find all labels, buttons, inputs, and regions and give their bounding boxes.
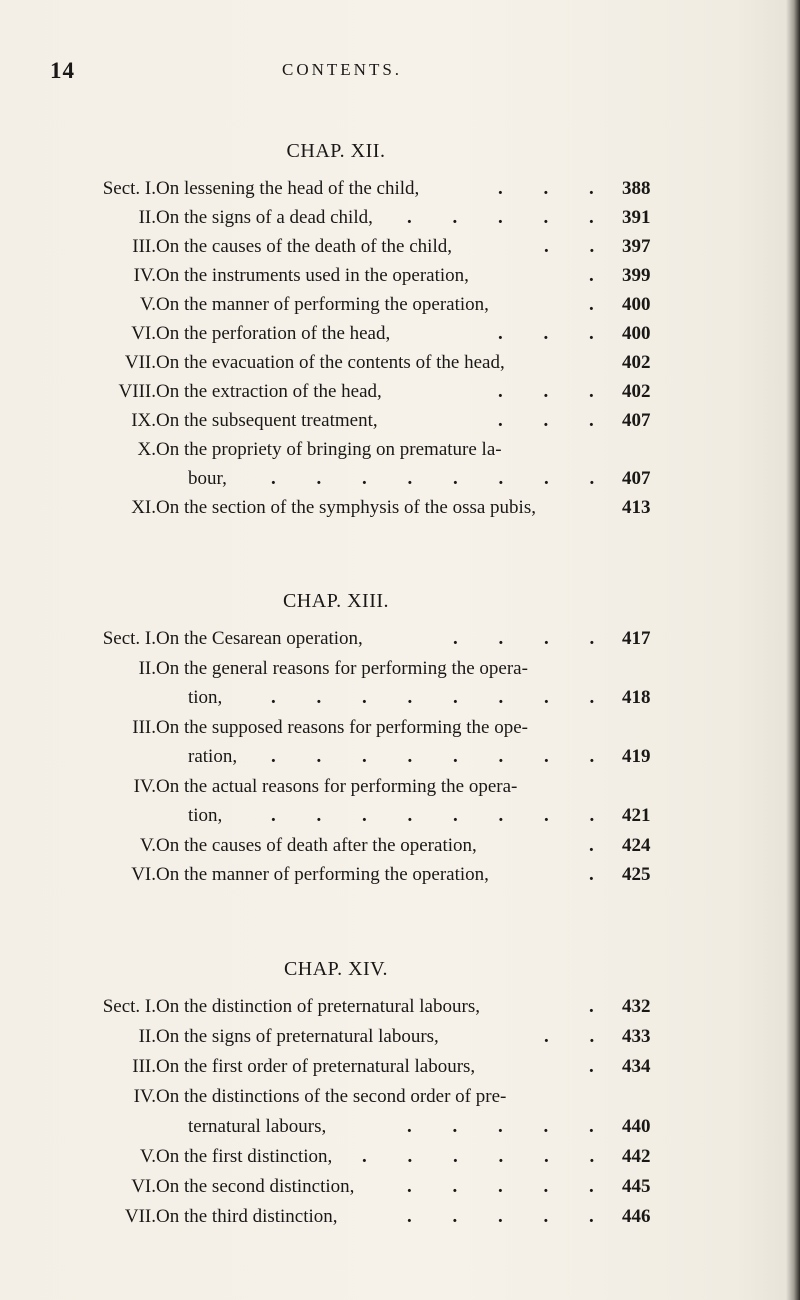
dot-leaders: . . . . . . (362, 1146, 613, 1167)
dot-leaders: . (589, 834, 612, 856)
running-title: CONTENTS. (282, 60, 403, 79)
entry-title: tion, (188, 805, 223, 826)
dot-leaders: . . . (498, 381, 612, 402)
page-header (50, 58, 610, 88)
entry-title: On the perforation of the head, (156, 323, 391, 344)
page-edge-shadow (786, 0, 800, 1300)
entry-title: On the supposed reasons for performing the ope- (156, 716, 528, 738)
entry-title: On the causes of the death of the child, (156, 236, 452, 257)
toc-entry (56, 350, 676, 376)
dot-leaders: . (589, 1056, 612, 1077)
toc-entry (56, 1204, 676, 1230)
section-number: VI. (131, 1176, 156, 1197)
toc-entry (56, 379, 676, 405)
page-reference: 432 (622, 996, 651, 1017)
entry-title: tion, (188, 687, 223, 708)
section-number: Sect. I. (102, 628, 156, 649)
page-reference: 417 (622, 628, 651, 649)
toc-entry (56, 263, 676, 289)
toc-entry (56, 1174, 676, 1200)
section-number: III. (132, 1056, 156, 1077)
dot-leaders: . (589, 996, 612, 1017)
entry-title: On the subsequent treatment, (156, 410, 378, 431)
section-number: VII. (124, 1206, 156, 1227)
page-reference: 400 (622, 294, 651, 315)
entry-title: On the Cesarean operation, (156, 628, 363, 649)
page-reference: 445 (622, 1176, 651, 1197)
page-reference: 419 (622, 746, 651, 767)
page-reference: 442 (622, 1146, 651, 1167)
section-number: Sect. I. (102, 996, 156, 1017)
entry-title: ration, (188, 746, 238, 767)
chapter-title: CHAP. XIII. (282, 590, 390, 612)
entry-title: On the section of the symphysis of the ossa pubis, (156, 497, 536, 518)
dot-leaders: . . . . . . . . (271, 468, 613, 489)
page-reference: 433 (622, 1026, 651, 1047)
toc-entry (56, 803, 676, 829)
page-reference: 391 (622, 207, 651, 228)
page-reference: 446 (622, 1206, 651, 1227)
toc-entry (56, 1024, 676, 1050)
section-number: X. (137, 439, 156, 460)
page-reference: 388 (622, 178, 651, 199)
section-number: III. (132, 236, 156, 257)
entry-title: On the propriety of bringing on premature la- (156, 439, 502, 460)
section-number: III. (132, 716, 156, 738)
dot-leaders: . (589, 864, 612, 885)
section-number: VI. (131, 323, 156, 344)
page-reference: 425 (622, 864, 651, 885)
page-reference: 397 (622, 236, 651, 257)
toc-entry (56, 437, 676, 463)
entry-title: On the signs of a dead child, (156, 207, 373, 228)
section-number: IX. (131, 410, 156, 431)
dot-leaders: . . . (498, 410, 612, 431)
dot-leaders: . . . (498, 178, 612, 199)
page-reference: 440 (622, 1116, 651, 1137)
toc-entry (56, 234, 676, 260)
page-reference: 407 (622, 410, 651, 431)
entry-title: On the third distinction, (156, 1206, 338, 1227)
section-number: IV. (133, 775, 156, 797)
entry-title: On lessening the head of the child, (156, 178, 420, 199)
page-reference: 421 (622, 805, 651, 826)
dot-leaders: . (589, 265, 612, 286)
dot-leaders: . . . . . . . . (271, 805, 613, 826)
entry-title: On the first distinction, (156, 1146, 333, 1167)
dot-leaders: . . . . . (407, 207, 612, 228)
toc-entry (56, 1054, 676, 1080)
entry-title: ternatural labours, (188, 1116, 327, 1137)
section-number: Sect. I. (102, 178, 156, 199)
section-number: V. (139, 834, 156, 856)
page-reference: 418 (622, 687, 651, 708)
entry-title: On the signs of preternatural labours, (156, 1026, 439, 1047)
section-number: II. (138, 657, 156, 679)
entry-title: On the distinctions of the second order of pre- (156, 1086, 507, 1107)
dot-leaders: . . (544, 1026, 613, 1047)
entry-title: On the evacuation of the contents of the head, (156, 352, 505, 373)
toc-entry (56, 495, 676, 521)
section-number: IV. (133, 1086, 156, 1107)
entry-title: On the general reasons for performing the opera- (156, 657, 528, 679)
toc-entry (56, 205, 676, 231)
page-reference: 407 (622, 468, 651, 489)
dot-leaders: . . . . . (407, 1206, 612, 1227)
entry-title: On the distinction of preternatural labours, (156, 996, 480, 1017)
entry-title: On the manner of performing the operation, (156, 294, 489, 315)
dot-leaders: . . . . . (407, 1116, 612, 1137)
entry-title: On the second distinction, (156, 1176, 355, 1197)
chapter-title: CHAP. XII. (286, 140, 386, 162)
toc-entry (56, 994, 676, 1020)
entry-title: On the first order of preternatural labours, (156, 1056, 476, 1077)
toc-entry (56, 685, 676, 711)
section-number: V. (139, 294, 156, 315)
toc-entry (56, 626, 676, 652)
page-reference: 402 (622, 352, 651, 373)
page-reference: 413 (622, 497, 651, 518)
toc-entry (56, 466, 676, 492)
page-reference: 399 (622, 265, 651, 286)
dot-leaders: . (589, 294, 612, 315)
toc-entry (56, 833, 676, 859)
entry-title: On the actual reasons for performing the opera- (156, 775, 518, 797)
chapter-title: CHAP. XIV. (283, 958, 389, 980)
dot-leaders: . . . (498, 323, 612, 344)
section-number: IV. (133, 265, 156, 286)
entry-title: On the extraction of the head, (156, 381, 382, 402)
toc-entry (56, 862, 676, 888)
dot-leaders: . . . . . . . . (271, 746, 613, 767)
toc-entry (56, 1114, 676, 1140)
dot-leaders: . . . . . . . . (271, 687, 613, 708)
section-number: VIII. (118, 381, 156, 402)
page-number: 14 (50, 58, 75, 83)
page-reference: 400 (622, 323, 651, 344)
section-number: VII. (124, 352, 156, 373)
toc-entry (56, 321, 676, 347)
toc-entry (56, 715, 676, 741)
toc-entry (56, 774, 676, 800)
page-reference: 424 (622, 834, 651, 856)
dot-leaders: . . . . . (407, 1176, 612, 1197)
section-number: VI. (131, 864, 156, 885)
section-number: V. (139, 1146, 156, 1167)
toc-entry (56, 656, 676, 682)
section-number: II. (138, 1026, 156, 1047)
dot-leaders: . . . . (453, 628, 613, 649)
toc-entry (56, 176, 676, 202)
entry-title: On the causes of death after the operation, (156, 834, 477, 856)
toc-entry (56, 1144, 676, 1170)
toc-entry (56, 1084, 676, 1110)
page-reference: 434 (622, 1056, 651, 1077)
section-number: II. (138, 207, 156, 228)
toc-entry (56, 408, 676, 434)
entry-title: On the instruments used in the operation, (156, 265, 469, 286)
page-reference: 402 (622, 381, 651, 402)
entry-title: On the manner of performing the operation, (156, 864, 489, 885)
toc-entry (56, 744, 676, 770)
toc-entry (56, 292, 676, 318)
dot-leaders: . . (544, 236, 613, 257)
section-number: XI. (131, 497, 156, 518)
entry-title: bour, (188, 468, 227, 489)
